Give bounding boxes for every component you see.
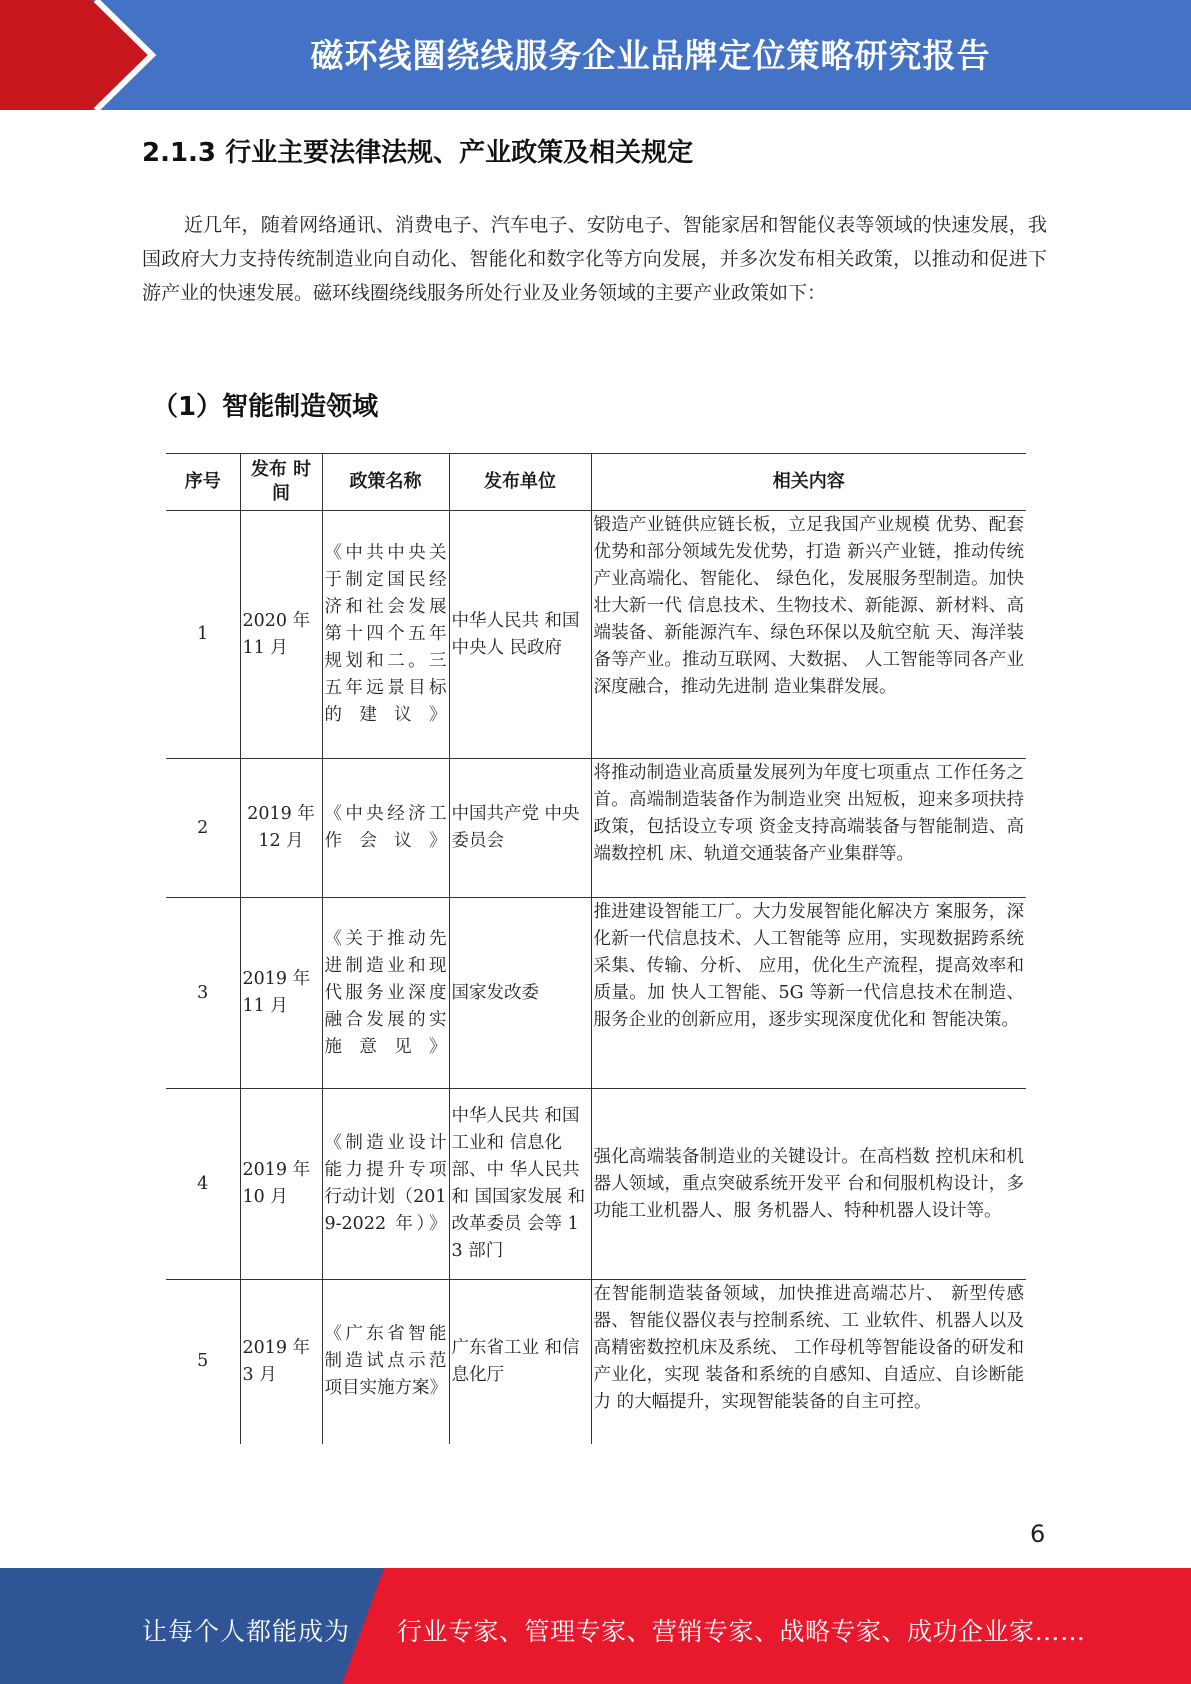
report-title: 磁环线圈绕线服务企业品牌定位策略研究报告: [310, 36, 991, 75]
policy-table: [166, 453, 1026, 1444]
row-no: 3: [166, 898, 240, 1089]
intro-paragraph: 近几年，随着网络通讯、消费电子、汽车电子、安防电子、智能家居和智能仪表等领域的快速发展，我国政府大力支持传统制造业向自动化、智能化和数字化等方向发展，并多次发布相关政策，以推动和促进下游产业的快速发展。磁环线圈绕线服务所处行业及业务领域的主要产业政策如下：: [142, 214, 1047, 304]
row-no: 4: [166, 1089, 240, 1280]
header-issuer: 发布单位: [449, 454, 591, 511]
header-policy-name: 政策名称: [322, 454, 449, 511]
row-policy-name: 《中共中央关于制定国民经济和社会发展第十四个五年规划和二。三五年远景目标的建议》: [322, 511, 449, 759]
header-date: 发布 时间: [240, 454, 322, 511]
header-no: 序号: [166, 454, 240, 511]
row-content: 将推动制造业高质量发展列为年度七项重点 工作任务之首。高端制造装备作为制造业突 出短板，迎来多项扶持政策，包括设立专项 资金支持高端装备与智能制造、高端数控机 床、轨道交通装备产业集群等。: [591, 759, 1026, 898]
row-issuer: 广东省工业 和信息化厅: [449, 1280, 591, 1444]
row-date: 2019 年 10 月: [240, 1089, 322, 1280]
table-row: [166, 759, 1026, 898]
table-row: [166, 511, 1026, 759]
row-policy-name: 《中央经济工作会议》: [322, 759, 449, 898]
table-header-row: [166, 454, 1026, 511]
row-issuer: 中华人民共 和国工业和 信息化部、中 华人民共和 国国家发展 和改革委员 会等 13 部门: [449, 1089, 591, 1280]
row-content: 推进建设智能工厂。大力发展智能化解决方 案服务，深化新一代信息技术、人工智能等 应用，实现数据跨系统采集、传输、分析、 应用，优化生产流程，提高效率和质量。加 快人工智能、5G 等新一代信息技术在制造、 服务企业的创新应用，逐步实现深度优化和 智能决策。: [591, 898, 1026, 1089]
row-no: 2: [166, 759, 240, 898]
section-heading: 2.1.3 行业主要法律法规、产业政策及相关规定: [142, 138, 694, 168]
footer-slogan-left: 让每个人都能成为: [142, 1617, 351, 1646]
row-policy-name: 《制造业设计能力提升专项行动计划（2019-2022 年）》: [322, 1089, 449, 1280]
row-content: 锻造产业链供应链长板，立足我国产业规模 优势、配套优势和部分领域先发优势，打造 新兴产业链，推动传统产业高端化、智能化、 绿色化，发展服务型制造。加快壮大新一代 信息技术、生物技术、新能源、新材料、高 端装备、新能源汽车、绿色环保以及航空航 天、海洋装备等产业。推动互联网、大数据、 人工智能等同各产业深度融合，推动先进制 造业集群发展。: [591, 511, 1026, 759]
table-row: [166, 1280, 1026, 1444]
row-policy-name: 《关于推动先进制造业和现代服务业深度融合发展的实施意见》: [322, 898, 449, 1089]
row-issuer: 中国共产党 中央委员会: [449, 759, 591, 898]
footer-slogan-right: 行业专家、管理专家、营销专家、战略专家、成功企业家……: [397, 1617, 1086, 1646]
row-issuer: 国家发改委: [449, 898, 591, 1089]
header-content: 相关内容: [591, 454, 1026, 511]
row-date: 2019 年 12 月: [240, 759, 322, 898]
table-row: [166, 898, 1026, 1089]
row-date: 2019 年 3 月: [240, 1280, 322, 1444]
row-date: 2019 年 11 月: [240, 898, 322, 1089]
row-content: 强化高端装备制造业的关键设计。在高档数 控机床和机器人领域，重点突破系统开发平 台和伺服机构设计，多功能工业机器人、服 务机器人、特种机器人设计等。: [591, 1089, 1026, 1280]
subheading-smart-manufacturing: （1）智能制造领域: [152, 392, 379, 422]
row-content: 在智能制造装备领域，加快推进高端芯片、 新型传感器、智能仪器仪表与控制系统、工 业软件、机器人以及高精密数控机床及系统、 工作母机等智能设备的研发和产业化，实现 装备和系统的自感知、自适应、自诊断能力 的大幅提升，实现智能装备的自主可控。: [591, 1280, 1026, 1444]
footer-banner: [0, 1568, 1191, 1684]
header-banner: [0, 0, 1191, 110]
row-policy-name: 《广东省智能制造试点示范项目实施方案》: [322, 1280, 449, 1444]
page-number: 6: [1030, 1520, 1046, 1548]
table-row: [166, 1089, 1026, 1280]
row-no: 1: [166, 511, 240, 759]
row-issuer: 中华人民共 和国中央人 民政府: [449, 511, 591, 759]
row-date: 2020 年 11 月: [240, 511, 322, 759]
row-no: 5: [166, 1280, 240, 1444]
